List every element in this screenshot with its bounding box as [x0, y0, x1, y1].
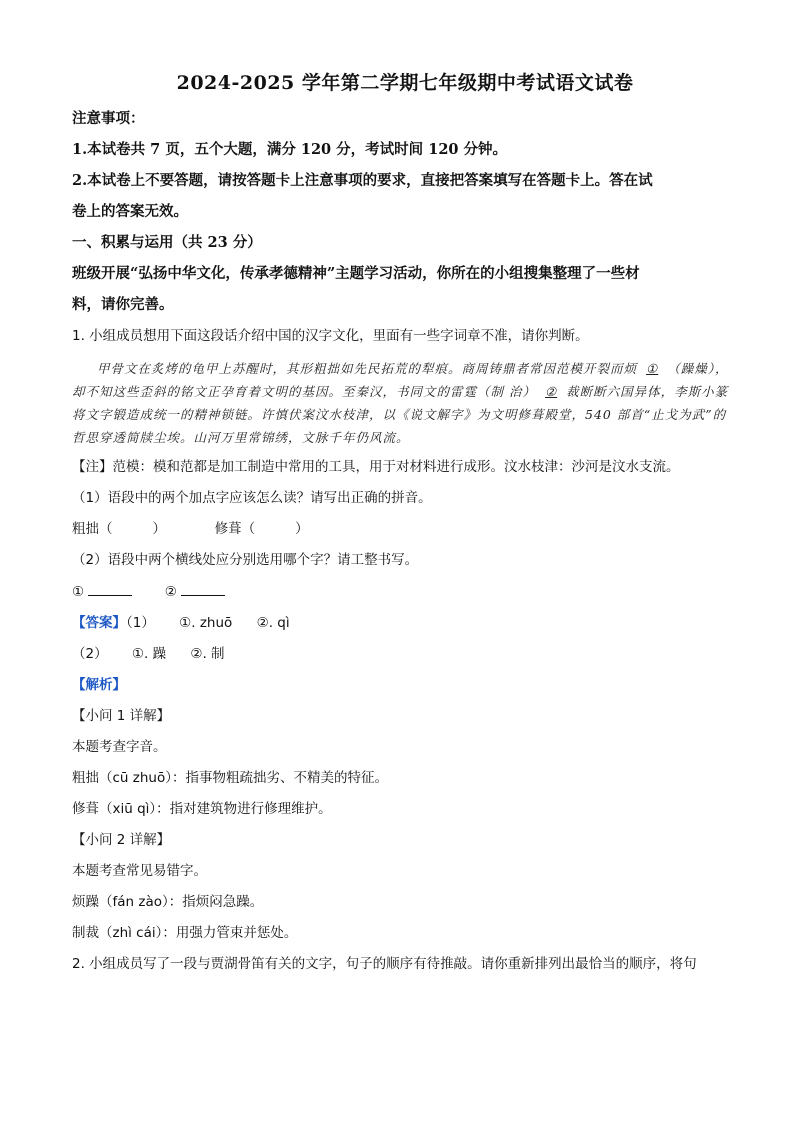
analysis-sub2-topic: 本题考查常见易错字。	[72, 863, 207, 879]
notice-item-1: 1.本试卷共 7 页，五个大题，满分 120 分，考试时间 120 分钟。	[72, 141, 508, 158]
analysis-sub2-line1: 烦躁（fán zào）：指烦闷急躁。	[72, 894, 264, 910]
analysis-sub1-head: 【小问 1 详解】	[72, 708, 171, 724]
analysis-tag: 【解析】	[72, 677, 126, 693]
notice-item-2b: 卷上的答案无效。	[72, 203, 188, 220]
notice-item-2a: 2.本试卷上不要答题，请按答题卡上注意事项的要求，直接把答案填写在答题卡上。答在试	[72, 172, 653, 189]
blank-mark-1: ①	[646, 361, 659, 376]
answer-1-1: ①. zhuō	[179, 615, 233, 631]
fill-word-2: 修葺（	[214, 521, 256, 537]
analysis-sub1-line2: 修葺（xiū qì）：指对建筑物进行修理维护。	[72, 801, 332, 817]
page-title: 2024-2025 学年第二学期七年级期中考试语文试卷	[176, 72, 634, 94]
answer-2-2: ②. 制	[190, 646, 225, 662]
answer-line-1: 【答案】（1） ①. zhuō ②. qì	[72, 615, 290, 631]
q1-stem: 1. 小组成员想用下面这段话介绍中国的汉字文化，里面有一些字词章不准，请你判断。	[72, 328, 589, 344]
analysis-sub2-line2: 制裁（zhì cái）：用强力管束并惩处。	[72, 925, 298, 941]
fill-word-1: 粗拙（	[72, 521, 113, 537]
analysis-sub2-head: 【小问 2 详解】	[72, 832, 171, 848]
answer-2-1: ①. 躁	[131, 646, 167, 662]
section-intro-b: 料，请你完善。	[72, 296, 174, 313]
analysis-sub1-topic: 本题考查字音。	[72, 739, 167, 755]
q1-sub1-fill	[72, 519, 738, 539]
passage-part-3: 裁断断六国异体，李斯小篆将文字锻造成统一的精神锁链。许慎伏案汶水枝津，以《说文解字》为文明修葺殿堂，540 部首“止戈为武”的哲思穿透简牍尘埃。山河万里常锦绣，文脉千年仍风流。	[72, 384, 729, 445]
blank-mark-2: ②	[544, 384, 558, 399]
q2-stem: 2. 小组成员写了一段与贾湖骨笛有关的文字，句子的顺序有待推敲。请你重新排列出最恰当的顺序，将句	[72, 956, 697, 972]
fill-word-1-end: ）	[152, 521, 166, 537]
q1-passage	[72, 357, 738, 449]
q1-sub2-fill	[72, 581, 738, 602]
q1-sub2: （2）语段中两个横线处应分别选用哪个字？请工整书写。	[72, 552, 419, 568]
notice-heading: 注意事项：	[72, 110, 145, 127]
passage-part-2: （躁燥），却不知这些歪斜的铭文正孕育着文明的基因。至秦汉，书同文的雷霆（制 治）	[72, 361, 729, 399]
q1-note: 【注】范模：模和范都是加工制造中常用的工具，用于对材料进行成形。汶水枝津：沙河是汶水支流。	[72, 459, 680, 475]
answer-tag: 【答案】	[72, 615, 126, 631]
passage-part-1: 甲骨文在炙烤的龟甲上苏醒时，其形粗拙如先民拓荒的犁痕。商周铸鼎者常因范模开裂而烦	[97, 361, 638, 376]
answer-line-2: （2） ①. 躁 ②. 制	[72, 646, 225, 662]
section-heading: 一、积累与运用（共 23 分）	[72, 234, 262, 251]
blank-line-1	[88, 581, 132, 596]
fill-word-2-end: ）	[295, 521, 309, 537]
answer-1-2: ②. qì	[256, 615, 290, 631]
q1-sub1: （1）语段中的两个加点字应该怎么读？请写出正确的拼音。	[72, 490, 432, 506]
analysis-sub1-line1: 粗拙（cū zhuō）：指事物粗疏拙劣、不精美的特征。	[72, 770, 388, 786]
exam-page	[72, 68, 738, 985]
fill-mark-1: ①	[72, 584, 85, 600]
fill-mark-2: ②	[164, 584, 177, 600]
blank-line-2	[181, 581, 225, 596]
section-intro-a: 班级开展“弘扬中华文化，传承孝德精神”主题学习活动，你所在的小组搜集整理了一些材	[72, 265, 640, 282]
